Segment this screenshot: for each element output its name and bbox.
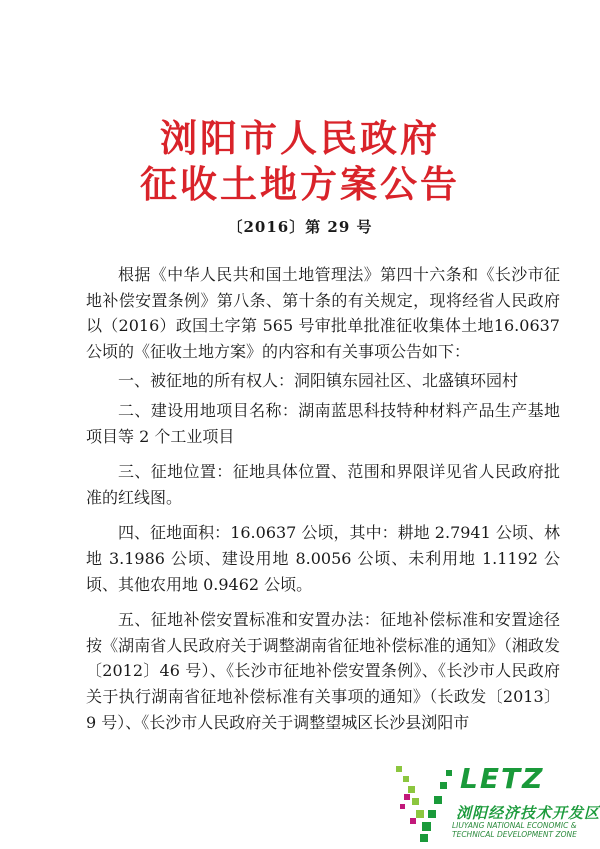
logo-wordmark: LETZ [460, 762, 545, 795]
document-number: 〔2016〕第 29 号 [227, 218, 373, 236]
paragraph-compensation: 五、征地补偿安置标准和安置办法：征地补偿标准和安置途径按《湖南省人民政府关于调整湖南省征地补偿标准的通知》（湘政发〔2012〕46 号）、《长沙市征地补偿安置条例》、《长沙市人民政府关于执行湖南省征地补偿标准有关事项的通知》（长政发〔2013〕9 号）、《长沙市人民政府关于调整望城区长沙县浏阳市 [86, 610, 560, 732]
notice-title-line2: 征收土地方案公告 [140, 162, 460, 206]
letz-logo [392, 756, 600, 849]
paragraph-project-name: 二、建设用地项目名称：湖南蓝思科技特种材料产品生产基地项目等 2 个工业项目 [86, 400, 560, 446]
logo-chinese-name: 浏阳经济技术开发区 [456, 804, 600, 822]
notice-title-line1: 浏阳市人民政府 [160, 116, 440, 160]
notice-body [86, 262, 560, 735]
paragraph-area: 四、征地面积：16.0637 公顷，其中：耕地 2.7941 公顷、林地 3.1986 公顷、建设用地 8.0056 公顷、未利用地 1.1192 公顷、其他农用地 0.9462 公顷。 [86, 523, 560, 594]
logo-english-name: LIUYANG NATIONAL ECONOMIC & TECHNICAL DEVELOPMENT ZONE [452, 821, 577, 839]
paragraph-intro: 根据《中华人民共和国土地管理法》第四十六条和《长沙市征地补偿安置条例》第八条、第十条的有关规定，现将经省人民政府以（2016）政国土字第 565 号审批单批准征收集体土地16.0637 公顷的《征收土地方案》的内容和有关事项公告如下： [86, 265, 560, 361]
paragraph-landowners: 一、被征地的所有权人：洞阳镇东园社区、北盛镇环园村 [118, 371, 519, 391]
paragraph-location: 三、征地位置：征地具体位置、范围和界限详见省人民政府批准的红线图。 [86, 462, 560, 507]
